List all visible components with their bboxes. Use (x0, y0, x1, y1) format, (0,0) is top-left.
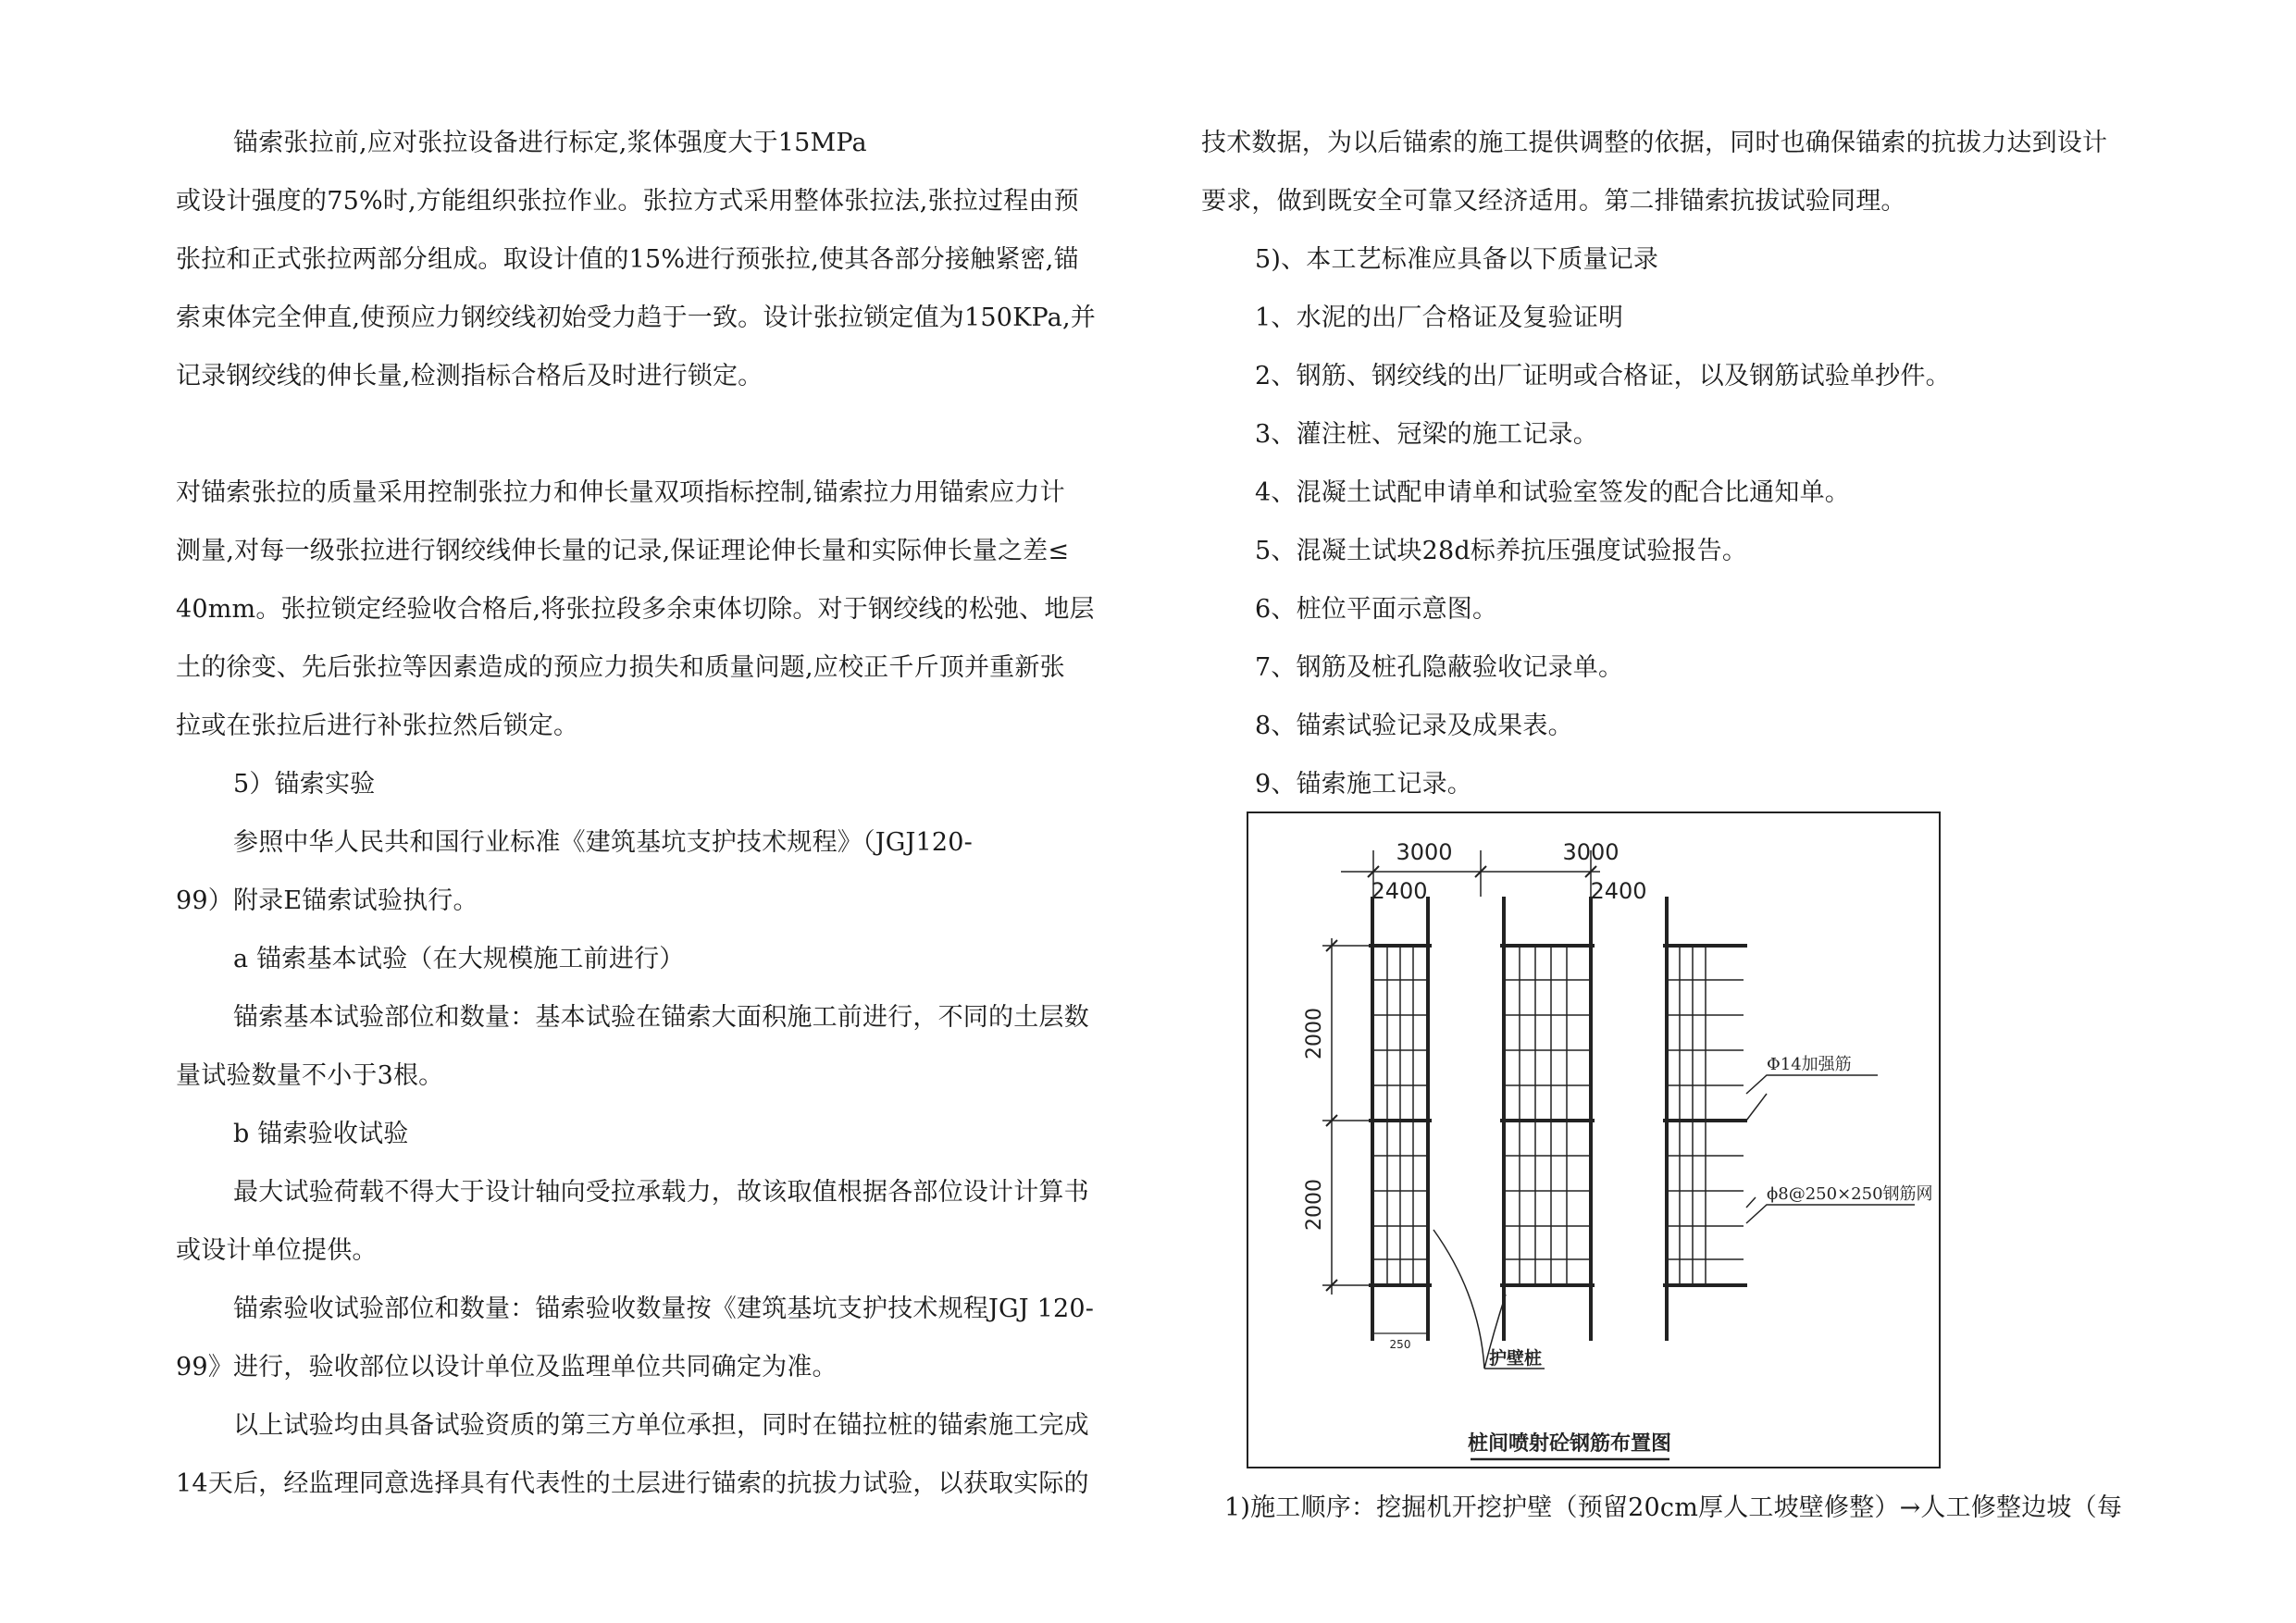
rebar-layout-drawing (1248, 813, 1939, 1467)
dimension-label: 3000 (1396, 839, 1453, 865)
paragraph-line: 锚索基本试验部位和数量：基本试验在锚索大面积施工前进行，不同的土层数 (233, 1003, 1089, 1032)
paragraph-line: 99）附录E锚索试验执行。 (176, 886, 478, 915)
paragraph-line: 张拉和正式张拉两部分组成。取设计值的15%进行预张拉,使其各部分接触紧密,锚 (176, 245, 1079, 274)
rebar-mesh-panel (1372, 946, 1428, 1285)
list-item: 3、灌注桩、冠梁的施工记录。 (1255, 420, 1598, 449)
paragraph-line: 锚索张拉前,应对张拉设备进行标定,浆体强度大于15MPa (233, 129, 867, 157)
subsection-heading: b 锚索验收试验 (233, 1120, 409, 1148)
list-item: 6、桩位平面示意图。 (1255, 595, 1498, 624)
leader-line-bar (1746, 1075, 1878, 1094)
paragraph-line: 最大试验荷载不得大于设计轴向受拉承载力，故该取值根据各部位设计计算书 (233, 1178, 1089, 1207)
list-item: 1、水泥的出厂合格证及复验证明 (1255, 304, 1624, 332)
list-item: 4、混凝土试配申请单和试验室签发的配合比通知单。 (1255, 478, 1850, 507)
paragraph-line: 拉或在张拉后进行补张拉然后锁定。 (176, 712, 579, 740)
leader-line-pile (1433, 1230, 1484, 1369)
paragraph-line: 锚索验收试验部位和数量：锚索验收数量按《建筑基坑支护技术规程JGJ 120- (233, 1295, 1095, 1323)
paragraph-line: 索束体完全伸直,使预应力钢绞线初始受力趋于一致。设计张拉锁定值为150KPa,并 (176, 304, 1096, 332)
rebar-mesh-panel (1504, 946, 1591, 1285)
paragraph-line: 或设计强度的75%时,方能组织张拉作业。张拉方式采用整体张拉法,张拉过程由预 (176, 187, 1079, 216)
paragraph-line: 以上试验均由具备试验资质的第三方单位承担，同时在锚拉桩的锚索施工完成 (233, 1411, 1089, 1440)
figure-caption: 桩间喷射砼钢筋布置图 (1467, 1431, 1672, 1456)
list-item: 8、锚索试验记录及成果表。 (1255, 712, 1573, 740)
paragraph-line: 土的徐变、先后张拉等因素造成的预应力损失和质量问题,应校正千斤顶并重新张 (176, 653, 1065, 682)
list-item: 9、锚索施工记录。 (1255, 770, 1472, 799)
paragraph-line: 99》进行，验收部位以设计单位及监理单位共同确定为准。 (176, 1353, 838, 1381)
paragraph-line: 14天后，经监理同意选择具有代表性的土层进行锚索的抗拔力试验，以获取实际的 (176, 1469, 1089, 1498)
paragraph-line: 或设计单位提供。 (176, 1236, 378, 1265)
dimension-label-small: 250 (1389, 1338, 1411, 1351)
paragraph-line: 参照中华人民共和国行业标准《建筑基坑支护技术规程》（JGJ120- (233, 828, 973, 857)
dimension-label: 2000 (1303, 1008, 1326, 1059)
leader-line-mesh (1746, 1205, 1915, 1223)
rebar-mesh-panel (1667, 946, 1744, 1285)
paragraph-line: 记录钢绞线的伸长量,检测指标合格后及时进行锁定。 (176, 362, 763, 390)
leader-line-bar (1746, 1094, 1767, 1121)
rebar-layout-figure (1247, 812, 1941, 1468)
paragraph-line: 测量,对每一级张拉进行钢绞线伸长量的记录,保证理论伸长量和实际伸长量之差≤ (176, 537, 1070, 565)
paragraph-line: 技术数据，为以后锚索的施工提供调整的依据，同时也确保锚索的抗拔力达到设计 (1201, 129, 2108, 157)
dimension-label: 2400 (1590, 878, 1647, 904)
section-heading: 5）锚索实验 (233, 770, 376, 799)
paragraph-line: 1)施工顺序：挖掘机开挖护壁（预留20cm厚人工坡壁修整）→人工修整边坡（每 (1224, 1493, 2123, 1522)
list-item: 5、混凝土试块28d标养抗压强度试验报告。 (1255, 537, 1748, 565)
subsection-heading: a 锚索基本试验（在大规模施工前进行） (233, 945, 685, 973)
dimension-label: 3000 (1562, 839, 1620, 865)
list-item: 2、钢筋、钢绞线的出厂证明或合格证，以及钢筋试验单抄件。 (1255, 362, 1951, 390)
list-item: 7、钢筋及桩孔隐蔽验收记录单。 (1255, 653, 1624, 682)
paragraph-line: 要求，做到既安全可靠又经济适用。第二排锚索抗拔试验同理。 (1201, 187, 1906, 216)
paragraph-line: 量试验数量不小于3根。 (176, 1061, 444, 1090)
bar-label: Φ14加强筋 (1767, 1055, 1852, 1074)
paragraph-line: 40mm。张拉锁定经验收合格后,将张拉段多余束体切除。对于钢绞线的松弛、地层 (176, 595, 1095, 624)
dimension-label: 2400 (1371, 878, 1428, 904)
pile-label: 护壁桩 (1489, 1348, 1543, 1369)
mesh-label: ϕ8@250×250钢筋网 (1767, 1184, 1933, 1204)
section-heading: 5)、本工艺标准应具备以下质量记录 (1255, 245, 1659, 274)
dimension-label: 2000 (1303, 1179, 1326, 1231)
paragraph-line: 对锚索张拉的质量采用控制张拉力和伸长量双项指标控制,锚索拉力用锚索应力计 (176, 478, 1065, 507)
